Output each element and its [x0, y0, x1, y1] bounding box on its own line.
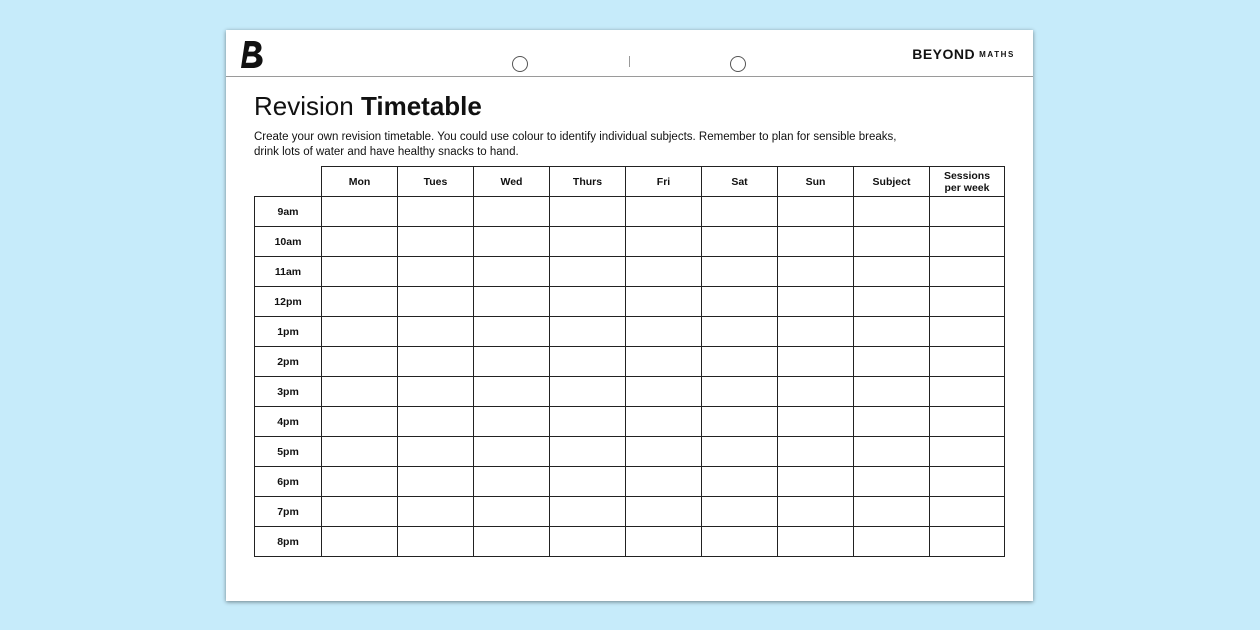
sessions-header-line-2: per week: [944, 181, 990, 194]
timetable-cell[interactable]: [778, 317, 854, 347]
column-header-sessions: [930, 167, 1005, 197]
time-label: 5pm: [255, 437, 322, 467]
timetable-cell[interactable]: [854, 227, 930, 257]
table-row: [255, 287, 1005, 317]
intro-text: [254, 130, 974, 160]
timetable-cell[interactable]: [702, 347, 778, 377]
time-label: 11am: [255, 257, 322, 287]
timetable-cell[interactable]: [474, 407, 550, 437]
brand-wordmark: [912, 46, 1015, 62]
timetable-cell[interactable]: [930, 497, 1005, 527]
timetable-cell[interactable]: [474, 377, 550, 407]
timetable-cell[interactable]: [626, 497, 702, 527]
timetable-cell[interactable]: [778, 227, 854, 257]
timetable-cell[interactable]: [702, 257, 778, 287]
title-bold: Timetable: [360, 91, 482, 121]
table-row: [255, 197, 1005, 227]
timetable-cell[interactable]: [322, 347, 398, 377]
timetable-cell[interactable]: [398, 317, 474, 347]
timetable-cell[interactable]: [474, 437, 550, 467]
timetable-cell[interactable]: [930, 437, 1005, 467]
timetable-cell[interactable]: [474, 347, 550, 377]
timetable-cell[interactable]: [398, 467, 474, 497]
title-light: Revision: [254, 91, 354, 121]
timetable-cell[interactable]: [474, 287, 550, 317]
timetable-cell[interactable]: [854, 347, 930, 377]
timetable-cell[interactable]: [322, 317, 398, 347]
brand-main: BEYOND: [912, 46, 976, 62]
timetable-cell[interactable]: [930, 317, 1005, 347]
timetable-body: [255, 197, 1005, 557]
timetable-cell[interactable]: [626, 347, 702, 377]
timetable-cell[interactable]: [778, 467, 854, 497]
timetable-cell[interactable]: [474, 197, 550, 227]
column-header: Mon: [322, 167, 398, 197]
column-header: Thurs: [550, 167, 626, 197]
timetable-cell[interactable]: [778, 377, 854, 407]
table-row: [255, 227, 1005, 257]
timetable-cell[interactable]: [550, 347, 626, 377]
timetable-cell[interactable]: [778, 527, 854, 557]
intro-line-2: drink lots of water and have healthy snacks to hand.: [254, 146, 519, 158]
time-label: 2pm: [255, 347, 322, 377]
punch-hole-right: [730, 56, 746, 72]
time-label: 4pm: [255, 407, 322, 437]
timetable-cell[interactable]: [930, 257, 1005, 287]
timetable-cell[interactable]: [398, 197, 474, 227]
timetable-cell[interactable]: [930, 287, 1005, 317]
timetable-cell[interactable]: [778, 437, 854, 467]
timetable-cell[interactable]: [626, 257, 702, 287]
timetable-cell[interactable]: [778, 497, 854, 527]
time-label: 1pm: [255, 317, 322, 347]
corner-cell: [255, 167, 322, 197]
timetable-cell[interactable]: [930, 407, 1005, 437]
fold-mark: [629, 56, 630, 67]
header-row: [255, 167, 1005, 197]
timetable-cell[interactable]: [702, 227, 778, 257]
timetable-cell[interactable]: [778, 197, 854, 227]
timetable-cell[interactable]: [702, 407, 778, 437]
timetable-cell[interactable]: [550, 527, 626, 557]
column-header: Sun: [778, 167, 854, 197]
timetable-cell[interactable]: [854, 467, 930, 497]
column-header: Sat: [702, 167, 778, 197]
worksheet-page: [226, 30, 1033, 601]
table-row: [255, 347, 1005, 377]
timetable-cell[interactable]: [626, 377, 702, 407]
table-row: [255, 467, 1005, 497]
timetable-cell[interactable]: [702, 197, 778, 227]
timetable-cell[interactable]: [322, 287, 398, 317]
intro-line-1: Create your own revision timetable. You could use colour to identify individual subjects. Remember to plan for sensible breaks,: [254, 131, 897, 143]
punch-hole-left: [512, 56, 528, 72]
timetable-cell[interactable]: [854, 257, 930, 287]
column-header: Tues: [398, 167, 474, 197]
timetable-cell[interactable]: [930, 467, 1005, 497]
time-label: 8pm: [255, 527, 322, 557]
table-row: [255, 317, 1005, 347]
timetable-cell[interactable]: [778, 407, 854, 437]
page-title: [254, 91, 482, 122]
timetable-cell[interactable]: [626, 227, 702, 257]
table-row: [255, 497, 1005, 527]
time-label: 6pm: [255, 467, 322, 497]
time-label: 10am: [255, 227, 322, 257]
timetable-cell[interactable]: [854, 197, 930, 227]
timetable-cell[interactable]: [322, 467, 398, 497]
timetable-cell[interactable]: [322, 407, 398, 437]
time-label: 9am: [255, 197, 322, 227]
timetable-cell[interactable]: [854, 527, 930, 557]
timetable-cell[interactable]: [474, 227, 550, 257]
timetable-cell[interactable]: [930, 227, 1005, 257]
timetable-cell[interactable]: [398, 437, 474, 467]
timetable-cell[interactable]: [322, 377, 398, 407]
timetable-cell[interactable]: [550, 257, 626, 287]
column-header: Wed: [474, 167, 550, 197]
timetable-cell[interactable]: [930, 197, 1005, 227]
timetable-cell[interactable]: [398, 287, 474, 317]
timetable-cell[interactable]: [702, 467, 778, 497]
timetable-cell[interactable]: [778, 257, 854, 287]
timetable-cell[interactable]: [474, 467, 550, 497]
timetable-cell[interactable]: [550, 467, 626, 497]
timetable-cell[interactable]: [702, 437, 778, 467]
column-header: Subject: [854, 167, 930, 197]
timetable-cell[interactable]: [626, 467, 702, 497]
timetable-cell[interactable]: [702, 497, 778, 527]
sessions-header-line-1: Sessions: [943, 169, 991, 182]
timetable-cell[interactable]: [702, 317, 778, 347]
table-row: [255, 437, 1005, 467]
beyond-b-logo-icon: [241, 41, 263, 68]
timetable-cell[interactable]: [930, 527, 1005, 557]
timetable-cell[interactable]: [474, 257, 550, 287]
timetable-cell[interactable]: [474, 317, 550, 347]
timetable-cell[interactable]: [398, 347, 474, 377]
timetable-cell[interactable]: [550, 317, 626, 347]
timetable-cell[interactable]: [322, 497, 398, 527]
timetable-cell[interactable]: [702, 287, 778, 317]
timetable-cell[interactable]: [398, 257, 474, 287]
time-label: 12pm: [255, 287, 322, 317]
timetable-cell[interactable]: [930, 347, 1005, 377]
timetable-cell[interactable]: [550, 407, 626, 437]
timetable-cell[interactable]: [322, 527, 398, 557]
table-row: [255, 527, 1005, 557]
timetable-cell[interactable]: [702, 377, 778, 407]
timetable-cell[interactable]: [626, 287, 702, 317]
table-row: [255, 377, 1005, 407]
timetable-cell[interactable]: [550, 437, 626, 467]
timetable-cell[interactable]: [854, 437, 930, 467]
timetable-cell[interactable]: [626, 317, 702, 347]
timetable-cell[interactable]: [550, 227, 626, 257]
timetable-cell[interactable]: [626, 197, 702, 227]
header-divider: [226, 76, 1033, 77]
timetable-cell[interactable]: [550, 497, 626, 527]
revision-timetable: [254, 166, 1005, 557]
timetable-cell[interactable]: [930, 377, 1005, 407]
timetable-cell[interactable]: [854, 377, 930, 407]
timetable-cell[interactable]: [550, 377, 626, 407]
timetable-cell[interactable]: [398, 407, 474, 437]
timetable-cell[interactable]: [322, 227, 398, 257]
timetable-cell[interactable]: [854, 287, 930, 317]
timetable-cell[interactable]: [322, 437, 398, 467]
timetable-cell[interactable]: [778, 347, 854, 377]
timetable-cell[interactable]: [702, 527, 778, 557]
timetable-cell[interactable]: [322, 197, 398, 227]
timetable-cell[interactable]: [398, 227, 474, 257]
time-label: 3pm: [255, 377, 322, 407]
timetable-cell[interactable]: [626, 527, 702, 557]
timetable-cell[interactable]: [398, 497, 474, 527]
brand-sub: MATHS: [979, 50, 1015, 59]
timetable-cell[interactable]: [474, 527, 550, 557]
timetable-cell[interactable]: [626, 437, 702, 467]
column-header: Fri: [626, 167, 702, 197]
time-label: 7pm: [255, 497, 322, 527]
timetable-cell[interactable]: [474, 497, 550, 527]
timetable-cell[interactable]: [398, 527, 474, 557]
timetable-cell[interactable]: [550, 287, 626, 317]
timetable-cell[interactable]: [854, 497, 930, 527]
table-row: [255, 257, 1005, 287]
timetable-cell[interactable]: [322, 257, 398, 287]
timetable-cell[interactable]: [854, 317, 930, 347]
table-row: [255, 407, 1005, 437]
timetable-cell[interactable]: [626, 407, 702, 437]
timetable-cell[interactable]: [854, 407, 930, 437]
timetable-cell[interactable]: [550, 197, 626, 227]
timetable-cell[interactable]: [778, 287, 854, 317]
timetable-cell[interactable]: [398, 377, 474, 407]
